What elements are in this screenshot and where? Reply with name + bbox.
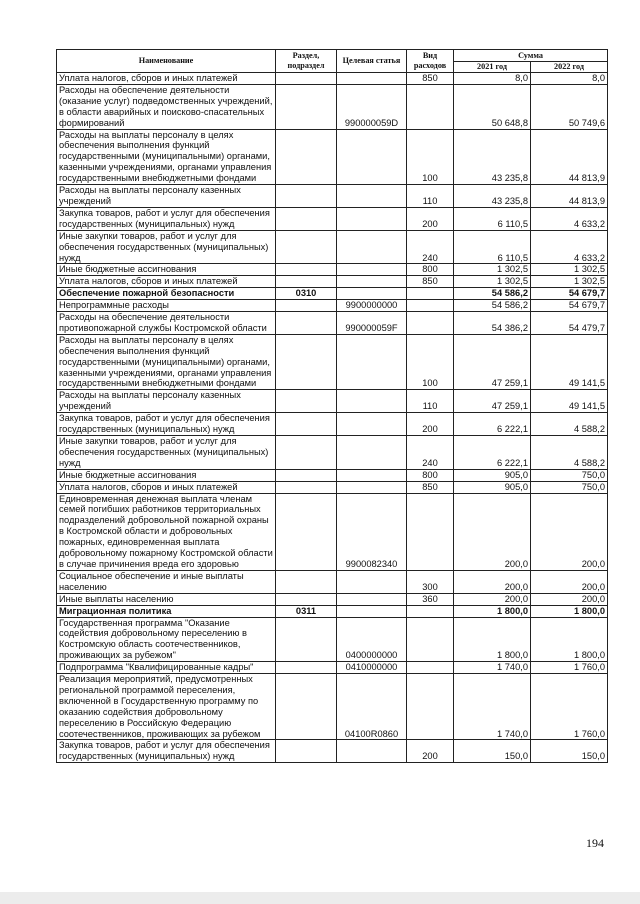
row-sum-2021: 150,0 xyxy=(454,740,531,763)
header-year-2022: 2022 год xyxy=(531,62,608,73)
row-section xyxy=(276,230,337,264)
row-target: 9900000000 xyxy=(337,300,407,312)
table-row xyxy=(57,570,608,593)
row-name: Уплата налогов, сборов и иных платежей xyxy=(57,276,276,288)
header-section: Раздел, подраздел xyxy=(276,50,337,73)
row-sum-2022: 750,0 xyxy=(531,469,608,481)
row-sum-2021: 1 302,5 xyxy=(454,264,531,276)
row-kind: 850 xyxy=(407,481,454,493)
table-row xyxy=(57,469,608,481)
row-section xyxy=(276,264,337,276)
row-kind xyxy=(407,605,454,617)
row-section xyxy=(276,436,337,470)
row-sum-2022: 4 633,2 xyxy=(531,207,608,230)
row-name: Расходы на выплаты персоналу в целях обеспечения выполнения функций государственными (муниципальными) органами, казенными учреждениями, органами управления государственными внебюджетными фондами xyxy=(57,334,276,390)
table-row xyxy=(57,605,608,617)
row-sum-2022: 50 749,6 xyxy=(531,84,608,129)
row-kind xyxy=(407,662,454,674)
row-sum-2022: 4 588,2 xyxy=(531,413,608,436)
row-sum-2021: 905,0 xyxy=(454,469,531,481)
row-name: Иные закупки товаров, работ и услуг для обеспечения государственных (муниципальных) нужд xyxy=(57,230,276,264)
row-target xyxy=(337,740,407,763)
row-sum-2022: 8,0 xyxy=(531,73,608,85)
table-row xyxy=(57,300,608,312)
header-year-2021: 2021 год xyxy=(454,62,531,73)
row-sum-2021: 1 740,0 xyxy=(454,662,531,674)
row-target xyxy=(337,230,407,264)
row-target xyxy=(337,207,407,230)
page-number: 194 xyxy=(586,836,604,850)
row-section xyxy=(276,334,337,390)
row-kind: 110 xyxy=(407,185,454,208)
table-row xyxy=(57,129,608,185)
row-target xyxy=(337,185,407,208)
row-sum-2021: 47 259,1 xyxy=(454,390,531,413)
row-sum-2022: 54 479,7 xyxy=(531,312,608,335)
row-section xyxy=(276,300,337,312)
row-target xyxy=(337,334,407,390)
row-target xyxy=(337,390,407,413)
row-name: Единовременная денежная выплата членам семей погибших работников территориальных подразделений добровольной пожарной охраны в Костромской области и добровольных пожарных, единовременная выплата добровольному пожарному Костромской области в случае причинения вреда его здоровью xyxy=(57,493,276,570)
row-name: Расходы на выплаты персоналу в целях обеспечения выполнения функций государственными (муниципальными) органами, казенными учреждениями, органами управления государственными внебюджетными фондами xyxy=(57,129,276,185)
row-name: Расходы на выплаты персоналу казенных учреждений xyxy=(57,185,276,208)
row-section: 0310 xyxy=(276,288,337,300)
row-sum-2021: 6 222,1 xyxy=(454,436,531,470)
row-sum-2022: 49 141,5 xyxy=(531,390,608,413)
table-row xyxy=(57,207,608,230)
row-sum-2022: 54 679,7 xyxy=(531,300,608,312)
row-section xyxy=(276,481,337,493)
row-kind: 200 xyxy=(407,207,454,230)
row-target xyxy=(337,413,407,436)
row-target: 0400000000 xyxy=(337,617,407,662)
table-row xyxy=(57,73,608,85)
row-section xyxy=(276,276,337,288)
row-sum-2021: 1 800,0 xyxy=(454,617,531,662)
row-name: Расходы на обеспечение деятельности противопожарной службы Костромской области xyxy=(57,312,276,335)
row-sum-2022: 1 800,0 xyxy=(531,617,608,662)
row-kind: 850 xyxy=(407,73,454,85)
table-row xyxy=(57,481,608,493)
row-kind xyxy=(407,493,454,570)
row-name: Закупка товаров, работ и услуг для обеспечения государственных (муниципальных) нужд xyxy=(57,413,276,436)
row-sum-2021: 6 110,5 xyxy=(454,230,531,264)
row-sum-2021: 1 800,0 xyxy=(454,605,531,617)
row-section xyxy=(276,312,337,335)
row-kind: 850 xyxy=(407,276,454,288)
row-kind xyxy=(407,674,454,740)
table-row xyxy=(57,662,608,674)
table-row xyxy=(57,312,608,335)
row-sum-2021: 6 110,5 xyxy=(454,207,531,230)
row-target: 9900082340 xyxy=(337,493,407,570)
row-name: Расходы на обеспечение деятельности (оказание услуг) подведомственных учреждений, в области аварийных и поисково-спасательных формирований xyxy=(57,84,276,129)
table-row xyxy=(57,390,608,413)
row-name: Непрограммные расходы xyxy=(57,300,276,312)
row-sum-2022: 150,0 xyxy=(531,740,608,763)
row-sum-2022: 54 679,7 xyxy=(531,288,608,300)
row-kind: 100 xyxy=(407,129,454,185)
row-kind: 240 xyxy=(407,230,454,264)
row-section xyxy=(276,662,337,674)
row-sum-2021: 50 648,8 xyxy=(454,84,531,129)
table-header xyxy=(57,50,608,73)
row-sum-2022: 1 302,5 xyxy=(531,264,608,276)
row-section xyxy=(276,617,337,662)
row-section xyxy=(276,84,337,129)
table-row xyxy=(57,264,608,276)
row-kind: 200 xyxy=(407,740,454,763)
table-row xyxy=(57,593,608,605)
table-row xyxy=(57,288,608,300)
row-sum-2022: 200,0 xyxy=(531,570,608,593)
row-sum-2022: 44 813,9 xyxy=(531,129,608,185)
row-sum-2021: 200,0 xyxy=(454,593,531,605)
row-target xyxy=(337,264,407,276)
row-kind xyxy=(407,617,454,662)
row-target xyxy=(337,469,407,481)
table-row xyxy=(57,334,608,390)
row-section xyxy=(276,674,337,740)
row-section xyxy=(276,413,337,436)
row-target xyxy=(337,73,407,85)
table-row xyxy=(57,740,608,763)
footer-strip xyxy=(0,892,640,904)
row-name: Закупка товаров, работ и услуг для обеспечения государственных (муниципальных) нужд xyxy=(57,207,276,230)
row-target xyxy=(337,593,407,605)
row-kind xyxy=(407,312,454,335)
row-sum-2021: 1 740,0 xyxy=(454,674,531,740)
row-name: Обеспечение пожарной безопасности xyxy=(57,288,276,300)
row-target: 0410000000 xyxy=(337,662,407,674)
budget-table xyxy=(56,49,608,763)
row-sum-2022: 44 813,9 xyxy=(531,185,608,208)
row-target xyxy=(337,481,407,493)
table-row xyxy=(57,493,608,570)
header-kind: Вид расходов xyxy=(407,50,454,73)
row-sum-2022: 1 760,0 xyxy=(531,662,608,674)
row-sum-2021: 54 386,2 xyxy=(454,312,531,335)
row-section xyxy=(276,73,337,85)
row-sum-2021: 905,0 xyxy=(454,481,531,493)
table-row xyxy=(57,436,608,470)
row-sum-2021: 54 586,2 xyxy=(454,288,531,300)
row-name: Уплата налогов, сборов и иных платежей xyxy=(57,481,276,493)
header-name: Наименование xyxy=(57,50,276,73)
row-sum-2021: 6 222,1 xyxy=(454,413,531,436)
row-name: Социальное обеспечение и иные выплаты населению xyxy=(57,570,276,593)
table-row xyxy=(57,617,608,662)
row-sum-2022: 1 760,0 xyxy=(531,674,608,740)
row-section xyxy=(276,469,337,481)
row-sum-2022: 4 633,2 xyxy=(531,230,608,264)
table-row xyxy=(57,413,608,436)
row-kind: 800 xyxy=(407,469,454,481)
row-target: 04100R0860 xyxy=(337,674,407,740)
row-section xyxy=(276,593,337,605)
row-sum-2022: 49 141,5 xyxy=(531,334,608,390)
row-name: Иные бюджетные ассигнования xyxy=(57,264,276,276)
row-target xyxy=(337,276,407,288)
row-sum-2022: 750,0 xyxy=(531,481,608,493)
row-target: 990000059F xyxy=(337,312,407,335)
row-sum-2021: 43 235,8 xyxy=(454,185,531,208)
row-sum-2022: 1 800,0 xyxy=(531,605,608,617)
table-row xyxy=(57,230,608,264)
row-section xyxy=(276,493,337,570)
row-kind: 800 xyxy=(407,264,454,276)
row-kind: 200 xyxy=(407,413,454,436)
row-name: Уплата налогов, сборов и иных платежей xyxy=(57,73,276,85)
row-name: Иные выплаты населению xyxy=(57,593,276,605)
row-kind xyxy=(407,300,454,312)
table-row xyxy=(57,674,608,740)
row-sum-2022: 4 588,2 xyxy=(531,436,608,470)
table-row xyxy=(57,276,608,288)
header-target: Целевая статья xyxy=(337,50,407,73)
row-target xyxy=(337,436,407,470)
row-sum-2021: 43 235,8 xyxy=(454,129,531,185)
row-section xyxy=(276,570,337,593)
row-name: Государственная программа "Оказание содействия добровольному переселению в Костромскую область соотечественников, проживающих за рубежом" xyxy=(57,617,276,662)
row-sum-2021: 200,0 xyxy=(454,493,531,570)
row-section xyxy=(276,129,337,185)
row-kind: 110 xyxy=(407,390,454,413)
row-section xyxy=(276,185,337,208)
row-target xyxy=(337,570,407,593)
row-sum-2022: 200,0 xyxy=(531,593,608,605)
row-name: Подпрограмма "Квалифицированные кадры" xyxy=(57,662,276,674)
row-name: Реализация мероприятий, предусмотренных региональной программой переселения, включенной в Государственную программу по оказанию содействия добровольному переселению в Российскую Федерацию соотечественников, проживающих за рубежом xyxy=(57,674,276,740)
row-sum-2021: 47 259,1 xyxy=(454,334,531,390)
row-name: Миграционная политика xyxy=(57,605,276,617)
row-kind: 360 xyxy=(407,593,454,605)
row-name: Закупка товаров, работ и услуг для обеспечения государственных (муниципальных) нужд xyxy=(57,740,276,763)
row-sum-2021: 200,0 xyxy=(454,570,531,593)
table-row xyxy=(57,185,608,208)
row-target: 990000059D xyxy=(337,84,407,129)
row-kind xyxy=(407,84,454,129)
row-section xyxy=(276,390,337,413)
row-name: Иные бюджетные ассигнования xyxy=(57,469,276,481)
row-sum-2022: 200,0 xyxy=(531,493,608,570)
table-row xyxy=(57,84,608,129)
row-name: Иные закупки товаров, работ и услуг для обеспечения государственных (муниципальных) нужд xyxy=(57,436,276,470)
row-kind xyxy=(407,288,454,300)
header-sum: Сумма xyxy=(454,50,608,62)
table-body xyxy=(57,73,608,763)
row-kind: 300 xyxy=(407,570,454,593)
row-name: Расходы на выплаты персоналу казенных учреждений xyxy=(57,390,276,413)
row-kind: 100 xyxy=(407,334,454,390)
row-section: 0311 xyxy=(276,605,337,617)
row-section xyxy=(276,740,337,763)
row-sum-2022: 1 302,5 xyxy=(531,276,608,288)
row-sum-2021: 8,0 xyxy=(454,73,531,85)
row-section xyxy=(276,207,337,230)
row-kind: 240 xyxy=(407,436,454,470)
row-sum-2021: 1 302,5 xyxy=(454,276,531,288)
row-target xyxy=(337,605,407,617)
row-target xyxy=(337,288,407,300)
row-sum-2021: 54 586,2 xyxy=(454,300,531,312)
row-target xyxy=(337,129,407,185)
